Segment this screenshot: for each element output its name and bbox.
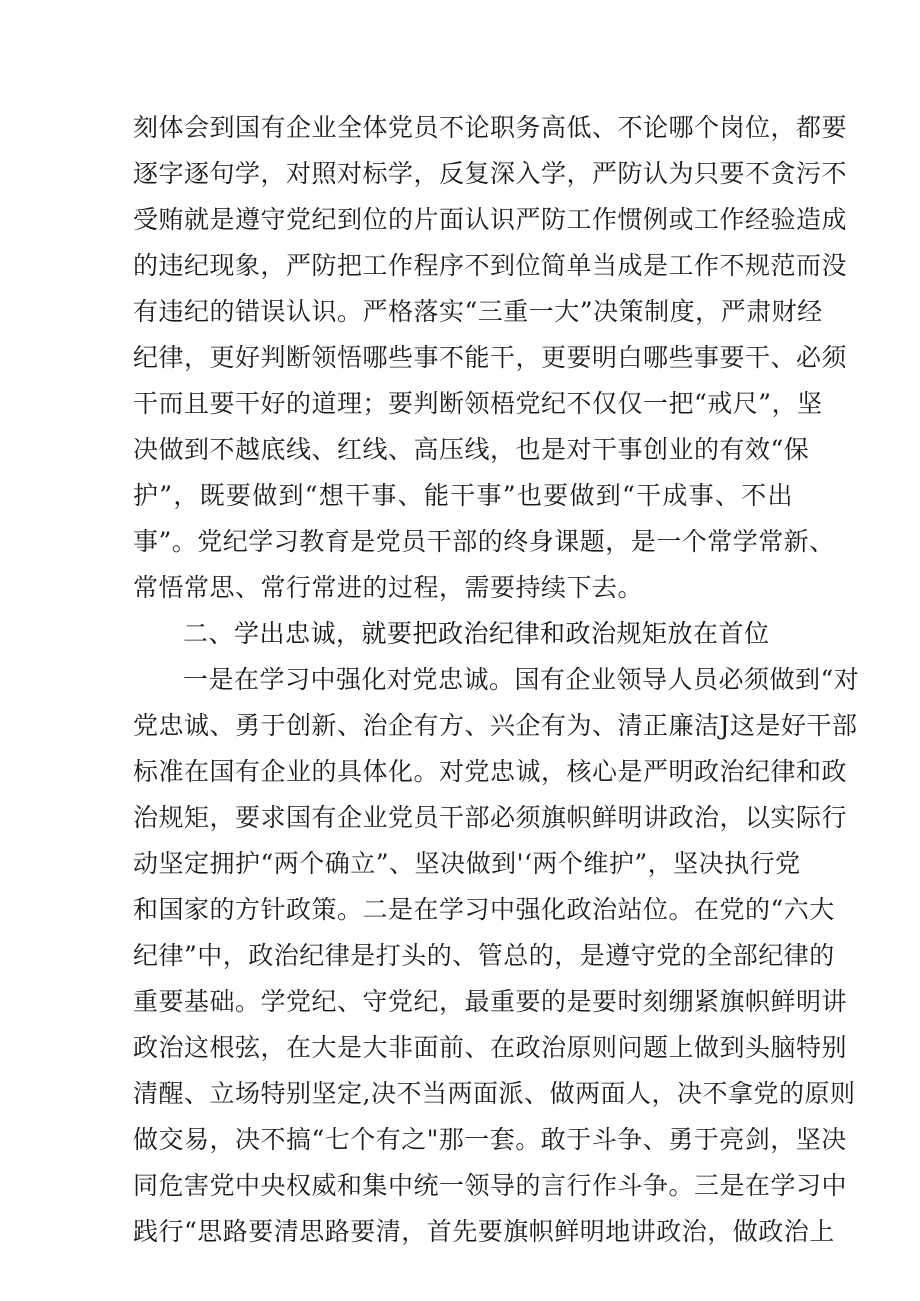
- text-line: 一是在学习中强化对党忠诚。国有企业领导人员必须做到“对: [183, 665, 860, 694]
- text-line: 事”。党纪学习教育是党员干部的终身课题，是一个常学常新、: [133, 527, 835, 556]
- text-line: 重要基础。学党纪、守党纪，最重要的是要时刻绷紧旗帜鲜明讲: [133, 987, 848, 1016]
- text-line: 逐字逐句学，对照对标学，反复深入学，严防认为只要不贪污不: [133, 159, 848, 188]
- text-line: 党忠诚、勇于创新、治企有方、兴企有为、清正廉洁J这是好干部: [133, 711, 858, 740]
- text-line: 动坚定拥护“两个确立”、坚决做到'‘两个维护”，坚决执行党: [133, 849, 801, 878]
- text-line: 纪律，更好判断领悟哪些事不能干，更要明白哪些事要干、必须: [133, 343, 848, 372]
- text-line: 践行“思路要清思路要清，首先要旗帜鲜明地讲政治，做政治上: [133, 1217, 835, 1246]
- text-line: 和国家的方针政策。二是在学习中强化政治站位。在党的“六大: [133, 895, 835, 924]
- text-line: 标准在国有企业的具体化。对党忠诚，核心是严明政治纪律和政: [133, 757, 848, 786]
- text-line: 常悟常思、常行常进的过程，需要持续下去。: [133, 573, 644, 602]
- text-line: 有违纪的错误认识。严格落实“三重一大”决策制度，严肃财经: [133, 297, 823, 326]
- text-line: 护”，既要做到“想干事、能干事”也要做到“干成事、不出: [133, 481, 793, 510]
- text-line: 政治这根弦，在大是大非面前、在政治原则问题上做到头脑特别: [133, 1033, 848, 1062]
- text-line: 清醒、立场特别坚定,决不当两面派、做两面人，决不拿党的原则: [133, 1079, 856, 1108]
- text-line: 的违纪现象，严防把工作程序不到位简单当成是工作不规范而没: [133, 251, 848, 280]
- text-line: 决做到不越底线、红线、高压线，也是对干事创业的有效“保: [133, 435, 810, 464]
- text-line: 治规矩，要求国有企业党员干部必须旗帜鲜明讲政治，以实际行: [133, 803, 848, 832]
- text-line: 受贿就是遵守党纪到位的片面认识严防工作惯例或工作经验造成: [133, 205, 848, 234]
- text-line: 刻体会到国有企业全体党员不论职务高低、不论哪个岗位，都要: [133, 113, 848, 142]
- section-heading: 二、学出忠诚，就要把政治纪律和政治规矩放在首位: [183, 619, 770, 648]
- text-line: 做交易，决不搞“七个有之"那一套。敢于斗争、勇于亮剑，坚决: [133, 1125, 847, 1154]
- text-line: 纪律”中，政治纪律是打头的、管总的，是遵守党的全部纪律的: [133, 941, 835, 970]
- text-line: 同危害党中央权威和集中统一领导的言行作斗争。三是在学习中: [133, 1171, 848, 1200]
- text-line: 干而且要干好的道理；要判断领梧党纪不仅仅一把“戒尺”，坚: [133, 389, 823, 418]
